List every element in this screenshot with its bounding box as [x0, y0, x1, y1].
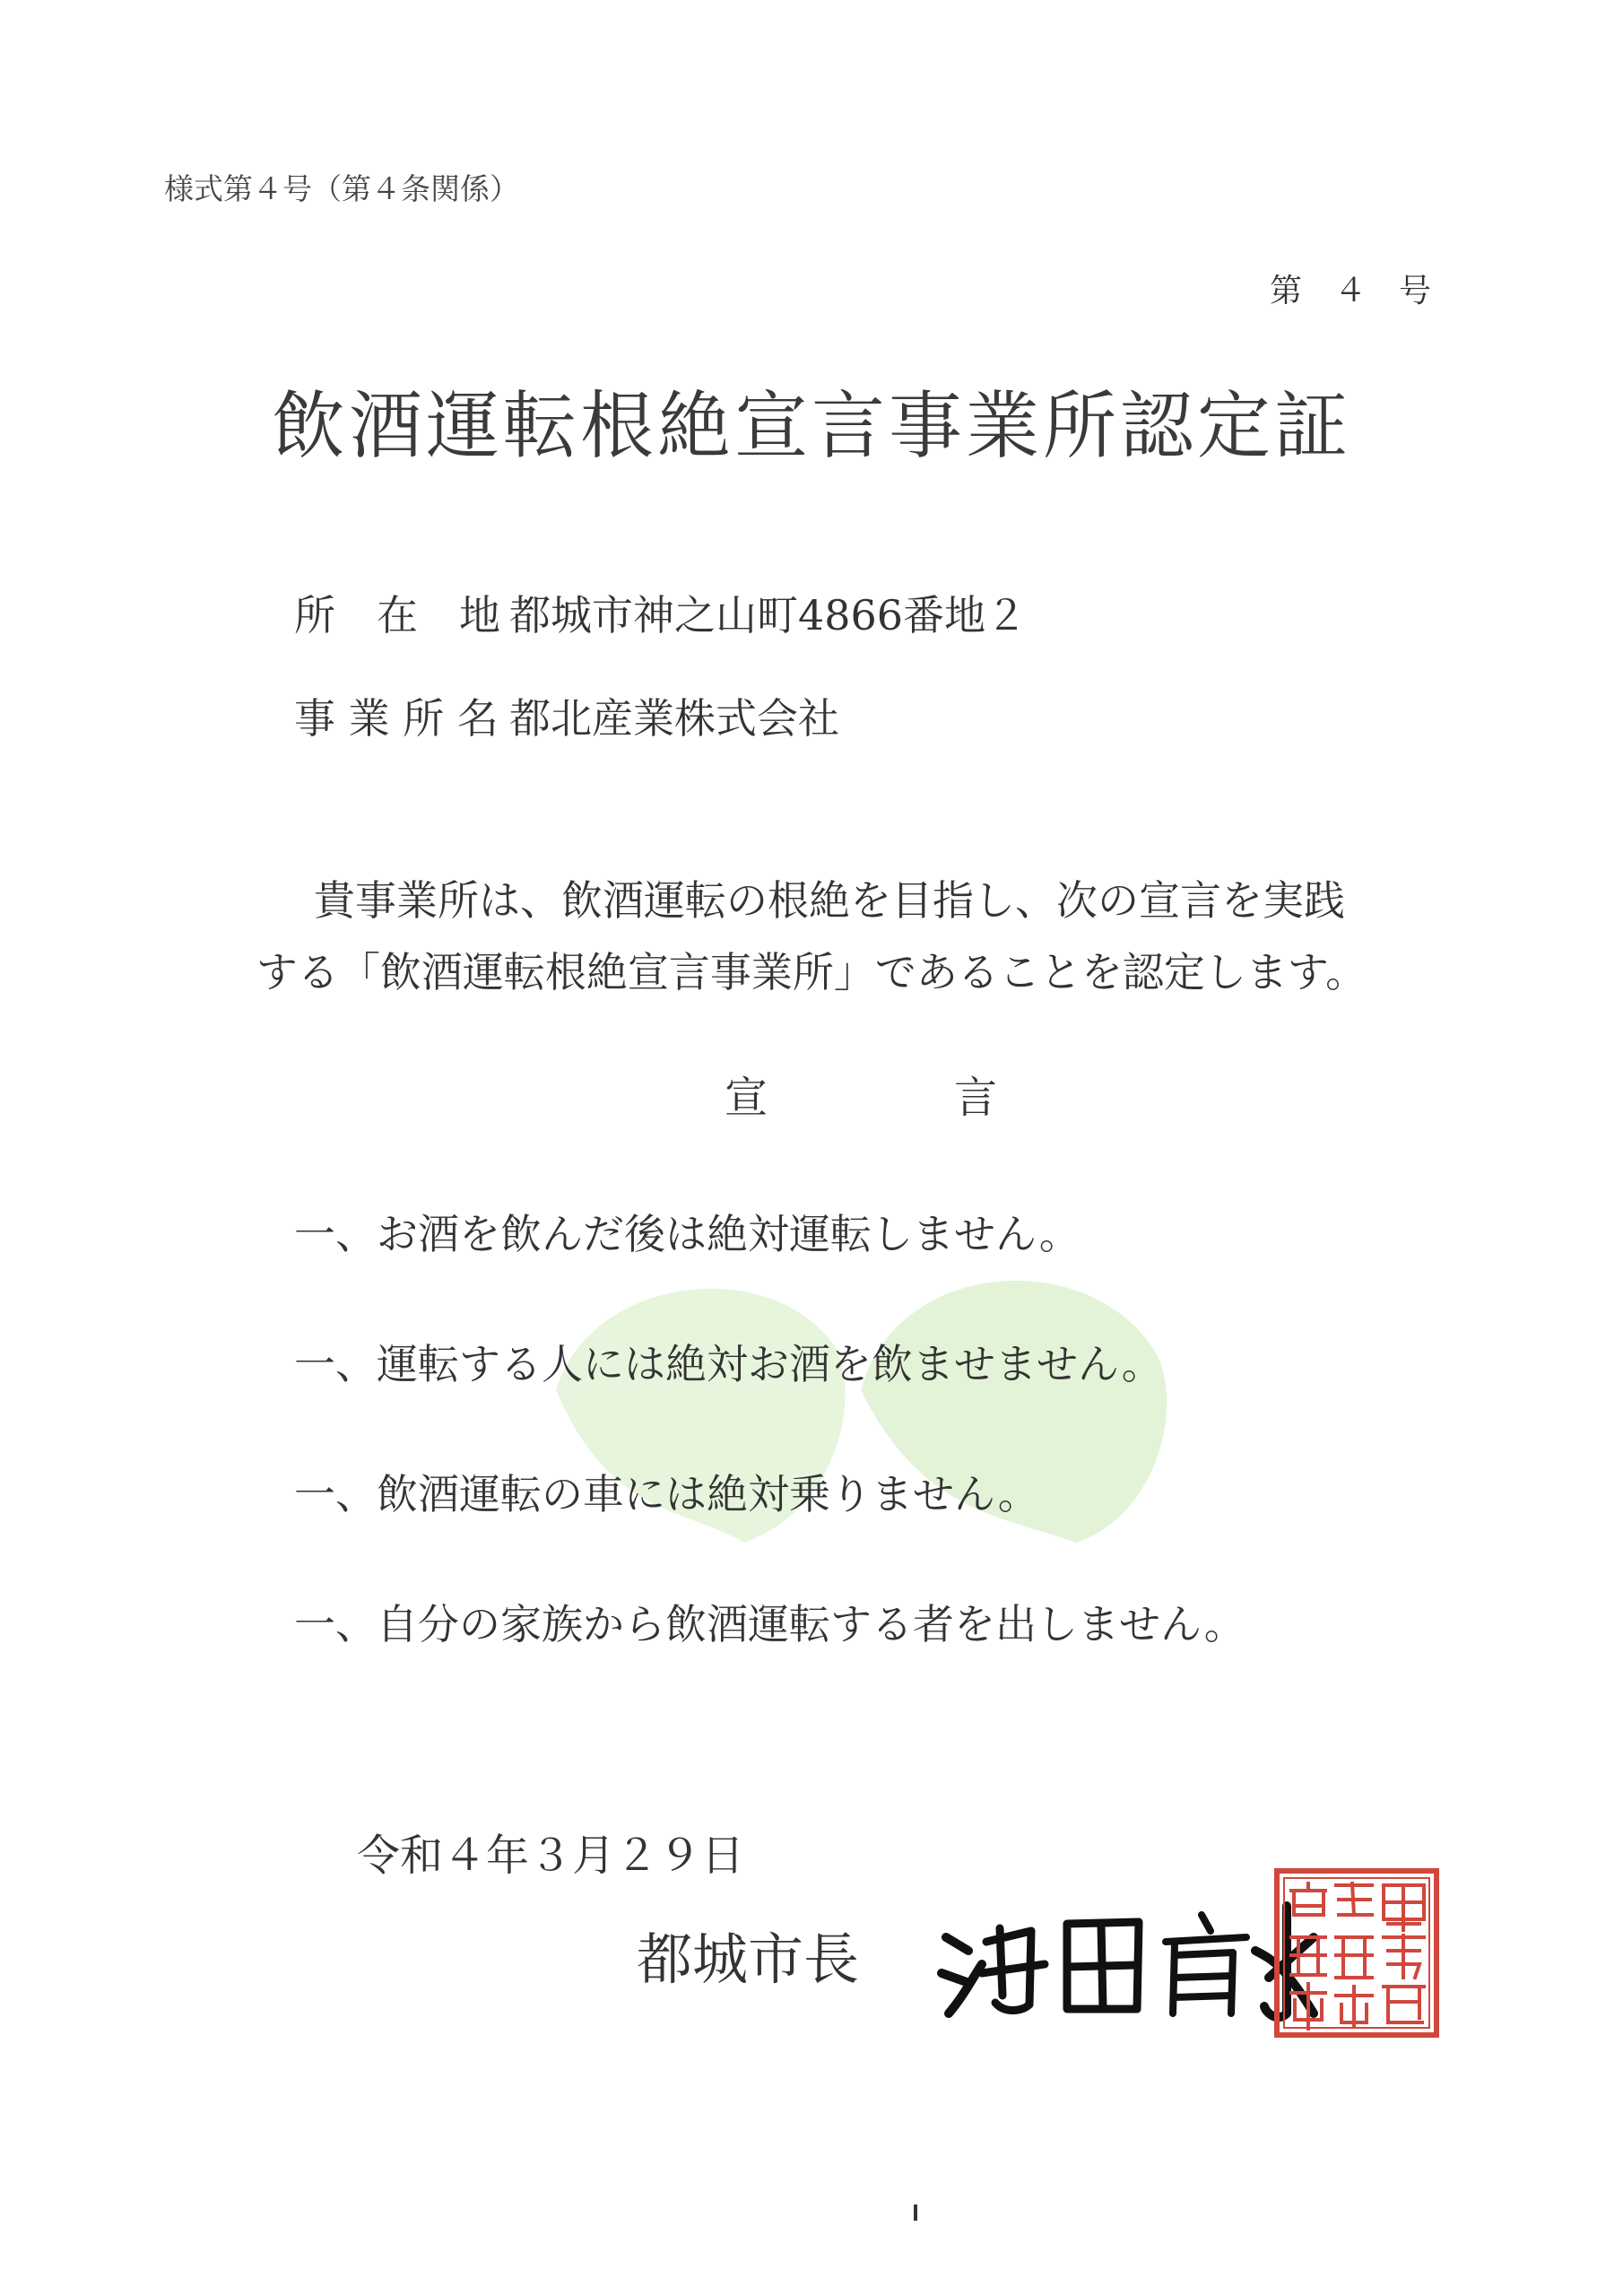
issue-date: 令和４年３月２９日: [357, 1831, 745, 1881]
certificate-title: 飲酒運転根絶宣言事業所認定証: [271, 384, 1351, 469]
form-label: 様式第４号（第４条関係）: [164, 171, 519, 206]
official-seal: [1271, 1866, 1442, 2040]
declaration-item: 一、お酒を飲んだ後は絶対運転しません。: [294, 1210, 1081, 1258]
intro-line-2: する「飲酒運転根絶宣言事業所」であることを認定します。: [256, 948, 1367, 996]
scan-mark: [914, 2205, 917, 2221]
declaration-item: 一、飲酒運転の車には絶対乗りません。: [294, 1470, 1039, 1518]
office-value: 都北産業株式会社: [509, 694, 839, 743]
seal-outer-border: [1277, 1871, 1436, 2035]
office-label: 事 業 所 名: [294, 694, 499, 743]
issuer-title: 都城市長: [637, 1926, 860, 1992]
location-row: [294, 583, 1027, 642]
handwritten-signature: [933, 1888, 1327, 2022]
declaration-item: 一、運転する人には絶対お酒を飲ませません。: [294, 1340, 1163, 1388]
intro-line-1: 貴事業所は、飲酒運転の根絶を目指し、次の宣言を実践: [314, 876, 1345, 925]
location-value: 都城市神之山町4866番地２: [509, 591, 1028, 639]
declaration-heading: 宣 言: [725, 1073, 1070, 1123]
location-label: 所 在 地: [294, 591, 500, 639]
declaration-item: 一、自分の家族から飲酒運転する者を出しません。: [294, 1600, 1245, 1648]
certificate-number: 第 ４ 号: [1269, 273, 1431, 309]
office-row: [294, 686, 839, 745]
